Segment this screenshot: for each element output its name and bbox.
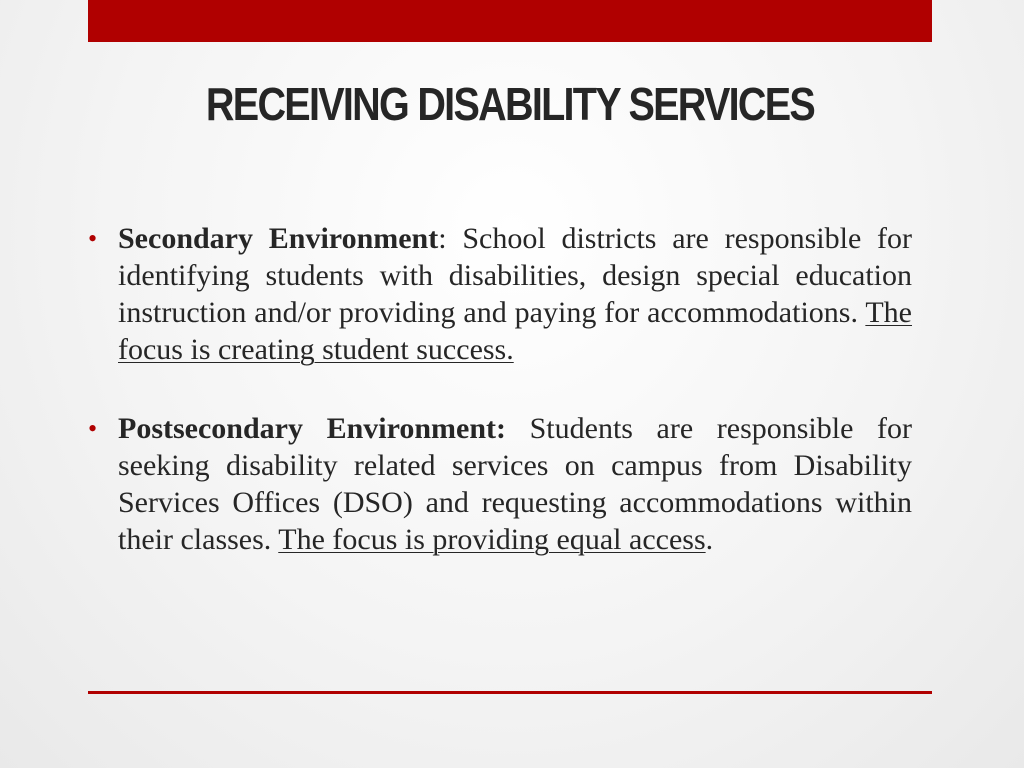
bottom-divider — [88, 691, 932, 694]
bullet-mark-icon: • — [88, 414, 98, 443]
bullet-focus-statement: The focus is creating student success. — [118, 296, 912, 366]
bullet-focus-statement: The focus is providing equal access — [278, 523, 706, 556]
bullet-secondary-environment — [88, 220, 912, 368]
bullet-text: School districts are responsible for identifying students with disabilities, design special education instruction and/or providing and paying for accommodations. — [118, 222, 913, 329]
slide-content — [88, 220, 912, 600]
bullet-mark-icon: • — [88, 224, 98, 253]
bullet-postsecondary-environment — [88, 410, 912, 558]
top-accent-bar — [88, 0, 932, 42]
bullet-end: . — [705, 523, 714, 556]
slide-title: RECEIVING DISABILITY SERVICES — [205, 78, 815, 130]
bullet-text: Students are responsible for seeking disability related services on campus from Disability Services Offices (DSO) and requesting accommodations within their classes. — [118, 412, 912, 556]
bullet-term: Secondary Environment — [118, 222, 439, 255]
bullet-term-suffix: : — [438, 222, 447, 255]
bullet-term: Postsecondary Environment: — [118, 412, 507, 445]
